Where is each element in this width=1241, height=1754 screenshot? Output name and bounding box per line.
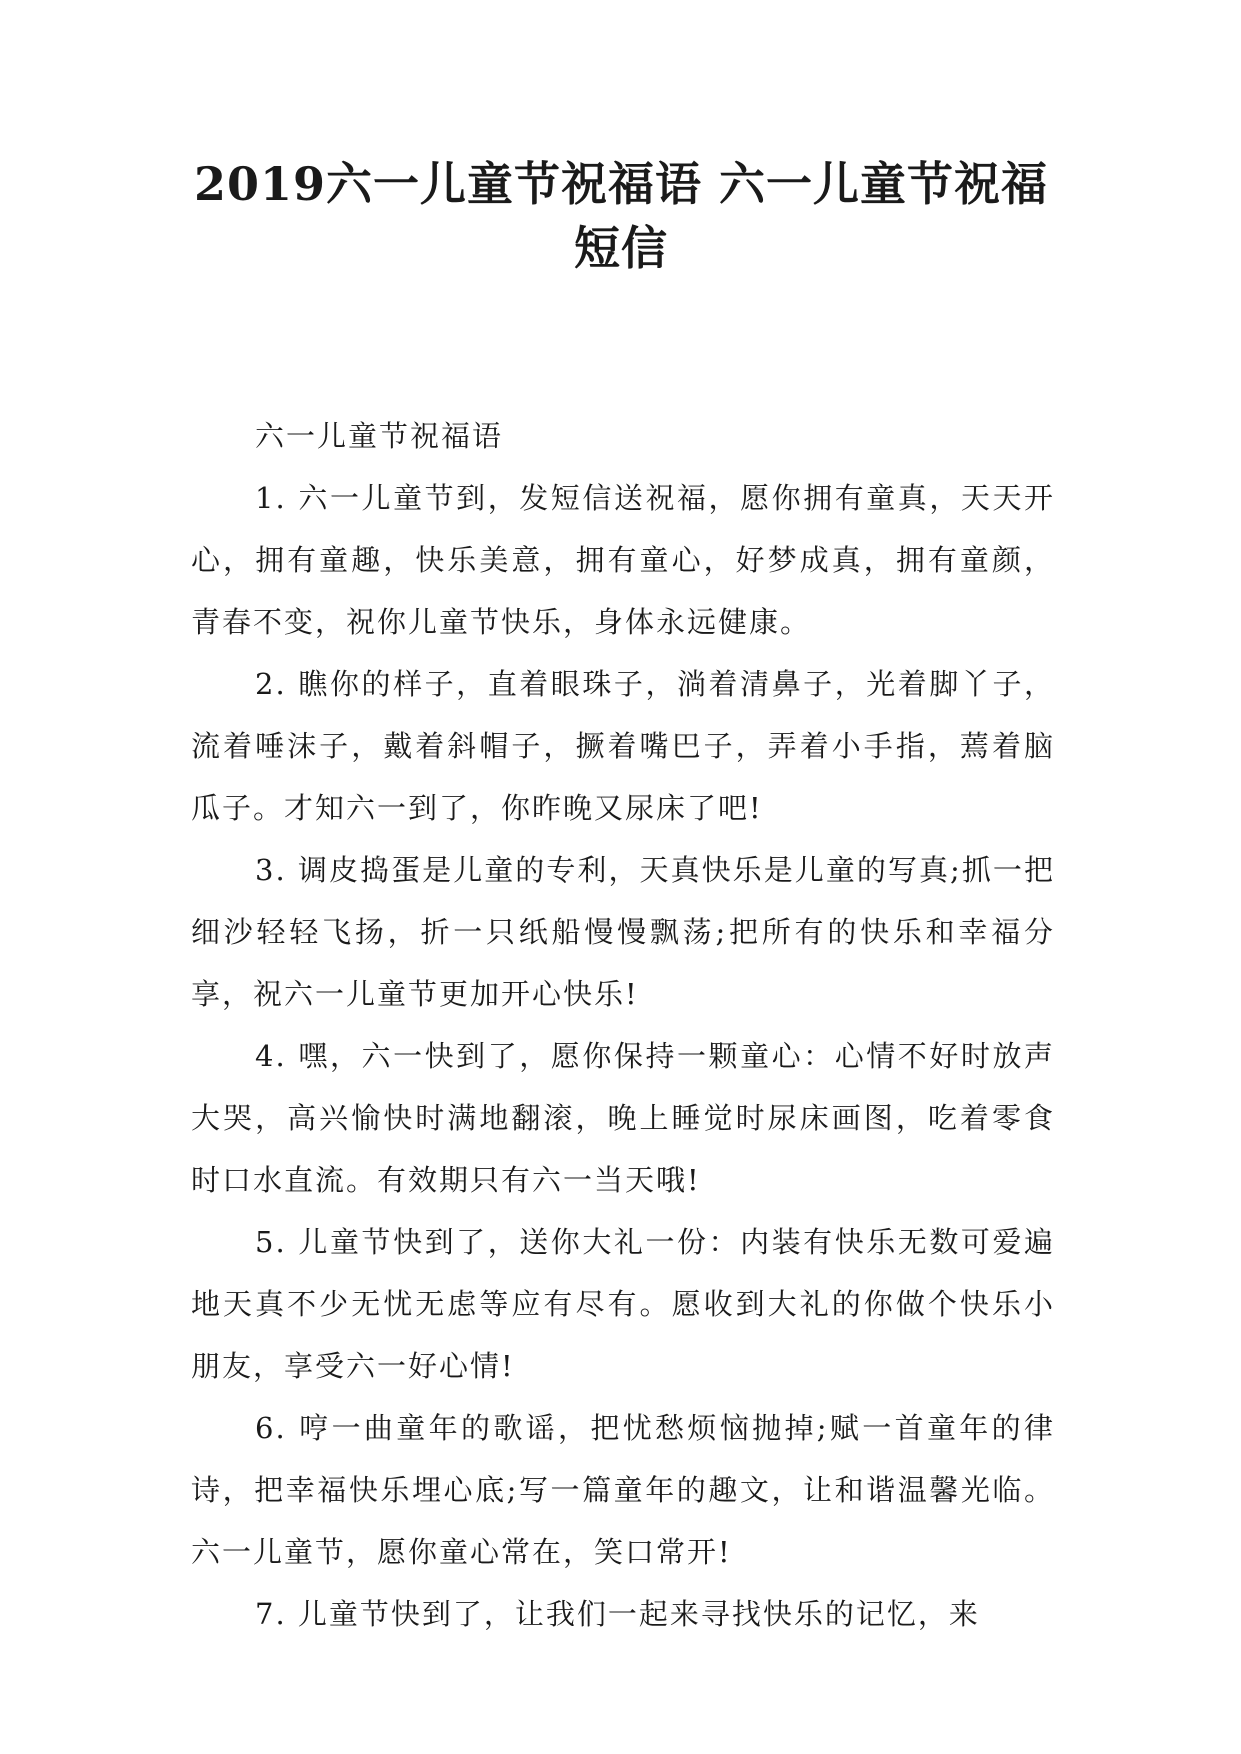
document-title: 2019六一儿童节祝福语 六一儿童节祝福短信 — [193, 157, 1049, 275]
document-body — [191, 405, 1055, 1645]
paragraph-7: 7. 儿童节快到了，让我们一起来寻找快乐的记忆，来 — [255, 1597, 980, 1631]
paragraph-2: 2. 瞧你的样子，直着眼珠子，淌着清鼻子，光着脚丫子，流着唾沫子，戴着斜帽子，撅着嘴巴子，弄着小手指，蔫着脑瓜子。才知六一到了，你昨晚又尿床了吧! — [191, 667, 1055, 825]
paragraph-4: 4. 嘿，六一快到了，愿你保持一颗童心：心情不好时放声大哭，高兴愉快时满地翻滚，晚上睡觉时尿床画图，吃着零食时口水直流。有效期只有六一当天哦! — [191, 1039, 1055, 1197]
paragraph-3: 3. 调皮捣蛋是儿童的专利，天真快乐是儿童的写真;抓一把细沙轻轻飞扬，折一只纸船慢慢飘荡;把所有的快乐和幸福分享，祝六一儿童节更加开心快乐! — [191, 853, 1055, 1011]
paragraph-6: 6. 哼一曲童年的歌谣，把忧愁烦恼抛掉;赋一首童年的律诗，把幸福快乐埋心底;写一篇童年的趣文，让和谐温馨光临。六一儿童节，愿你童心常在，笑口常开! — [191, 1411, 1055, 1569]
paragraph-5: 5. 儿童节快到了，送你大礼一份：内装有快乐无数可爱遍地天真不少无忧无虑等应有尽有。愿收到大礼的你做个快乐小朋友，享受六一好心情! — [191, 1225, 1055, 1383]
paragraph-1: 1. 六一儿童节到，发短信送祝福，愿你拥有童真，天天开心，拥有童趣，快乐美意，拥有童心，好梦成真，拥有童颜，青春不变，祝你儿童节快乐，身体永远健康。 — [191, 481, 1055, 639]
section-heading: 六一儿童节祝福语 — [255, 419, 504, 453]
